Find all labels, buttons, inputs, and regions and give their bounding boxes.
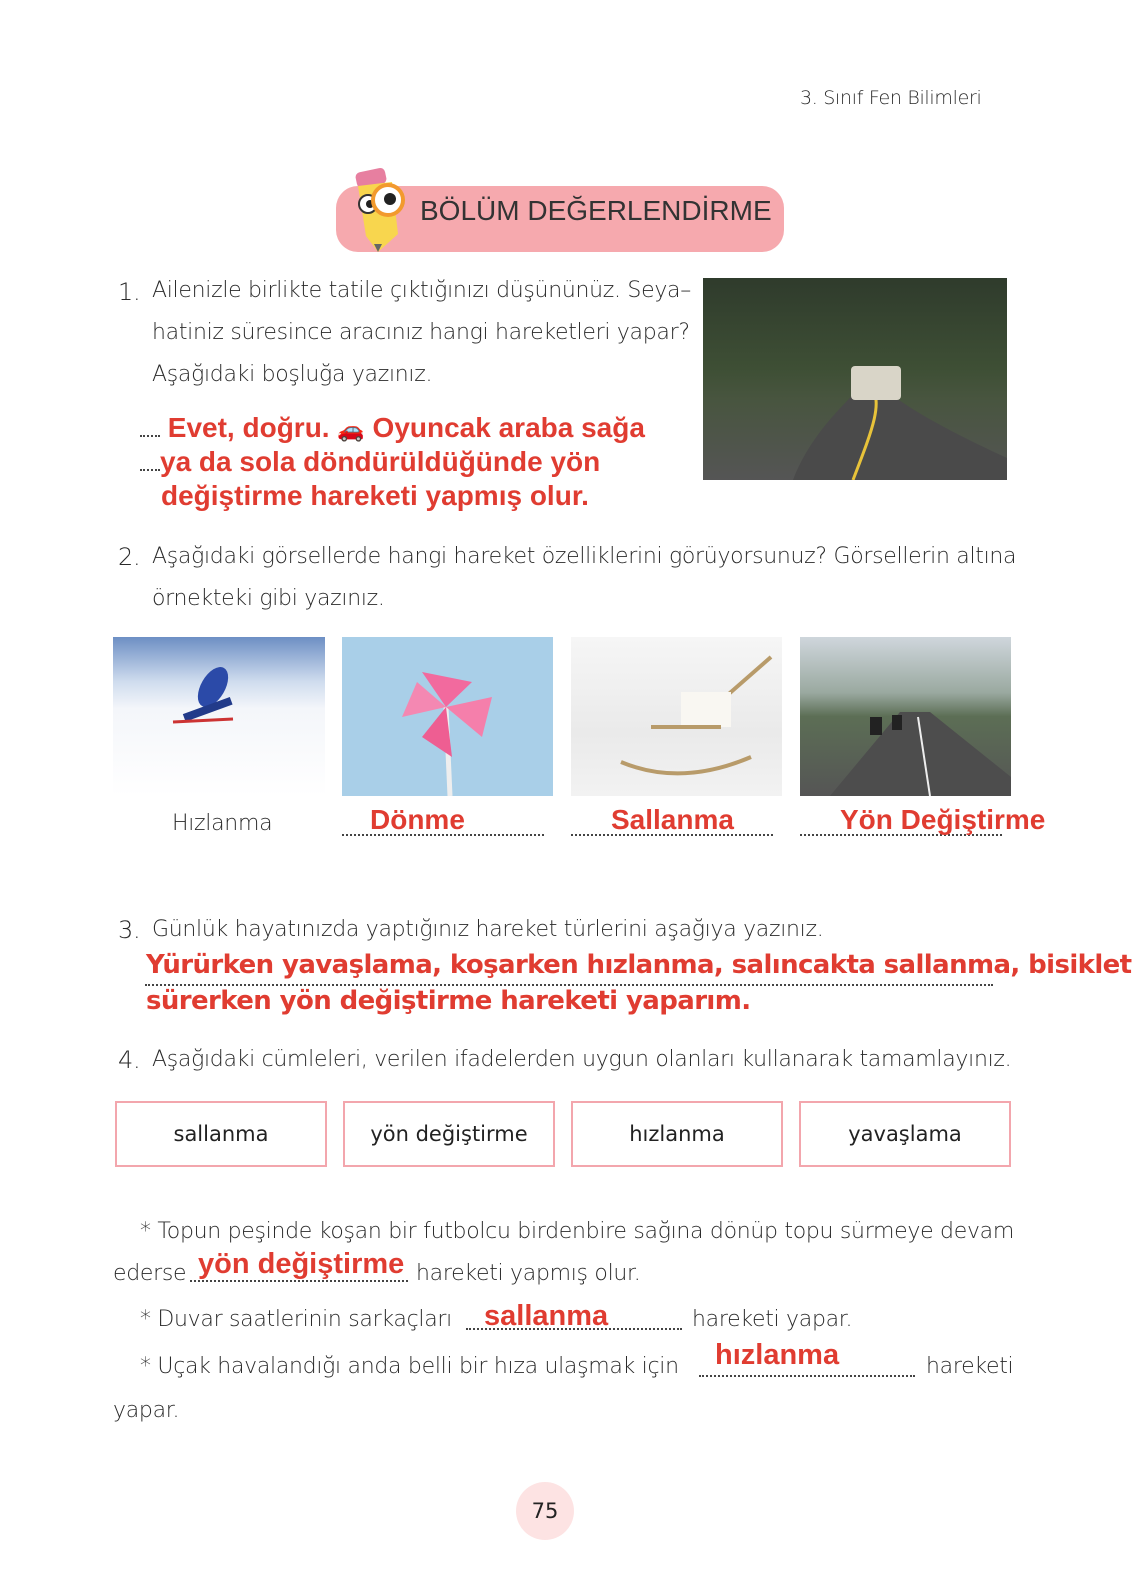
option-box: yavaşlama [799,1101,1011,1167]
caption-example: Hızlanma [172,811,273,836]
caption-answer-field[interactable] [571,804,773,836]
sentence-text: hareketi [926,1354,1014,1379]
q1-text-line: hatiniz süresince aracınız hangi hareketleri yapar? [152,320,690,345]
sentence-text: hareketi yapmış olur. [416,1261,641,1286]
car-icon: 🚗 [337,417,365,442]
q1-text-line: Ailenizle birlikte tatile çıktığınızı düşününüz. Seya– [152,278,691,303]
q2-text-line: Aşağıdaki görsellerde hangi hareket özelliklerini görüyorsunuz? Görsellerin altına [152,544,1017,569]
q2-number: 2. [118,543,141,571]
subject-header: 3. Sınıf Fen Bilimleri [800,87,982,109]
q4-number: 4. [118,1046,141,1074]
motorcycles-road-photo [800,637,1011,796]
sentence-text: * Topun peşinde koşan bir futbolcu birdenbire sağına dönüp topu sürmeye devam [140,1219,1014,1244]
blank-answer: yön değiştirme [198,1248,405,1280]
blank-field[interactable] [699,1339,915,1377]
caption-answer: Yön Değiştirme [840,804,1046,835]
caption-answer: Sallanma [611,804,734,835]
blank-answer: sallanma [484,1300,609,1332]
page-number: 75 [516,1482,574,1540]
sentence-text: * Duvar saatlerinin sarkaçları [140,1307,452,1332]
caption-answer-field[interactable] [342,804,544,836]
q1-answer-text: değiştirme hareketi yapmış olur. [161,480,589,511]
blank-field[interactable] [466,1300,682,1330]
skier-photo [113,637,325,796]
sentence-text: ederse [113,1261,187,1286]
q4-text: Aşağıdaki cümleleri, verilen ifadelerden uygun olanları kullanarak tamamlayınız. [152,1047,1012,1072]
q1-number: 1. [118,278,141,306]
blank-answer: hızlanma [715,1339,840,1371]
q1-answer-line [140,412,645,444]
caption-answer-field[interactable] [800,804,1046,836]
rocking-chair-photo [571,637,782,796]
q1-answer-text: Evet, doğru. [167,412,330,443]
q1-text-line: Aşağıdaki boşluğa yazınız. [152,362,433,387]
banner-title: BÖLÜM DEĞERLENDİRME [420,195,772,226]
sentence-text: yapar. [113,1398,180,1423]
pencil-magnifier-mascot-icon [348,164,412,254]
option-box: sallanma [115,1101,327,1167]
q2-text-line: örnekteki gibi yazınız. [152,586,385,611]
q3-text: Günlük hayatınızda yaptığınız hareket türlerini aşağıya yazınız. [152,917,824,942]
sentence-text: * Uçak havalandığı anda belli bir hıza ulaşmak için [140,1354,679,1379]
q1-answer-text: ya da sola döndürüldüğünde yön [160,446,601,477]
sentence-text: hareketi yapar. [692,1307,853,1332]
blank-field[interactable] [190,1248,408,1282]
q3-answer-text: Yürürken yavaşlama, koşarken hızlanma, salıncakta sallanma, bisiklet [146,950,1132,980]
pinwheel-photo [342,637,553,796]
q3-number: 3. [118,916,141,944]
option-box: yön değiştirme [343,1101,555,1167]
option-box: hızlanma [571,1101,783,1167]
q1-answer-text: Oyuncak araba sağa [372,412,645,443]
road-trip-photo [703,278,1007,480]
caption-answer: Dönme [370,804,465,835]
q1-answer-line [140,446,600,478]
q3-answer-text: sürerken yön değiştirme hareketi yaparım. [146,986,751,1016]
